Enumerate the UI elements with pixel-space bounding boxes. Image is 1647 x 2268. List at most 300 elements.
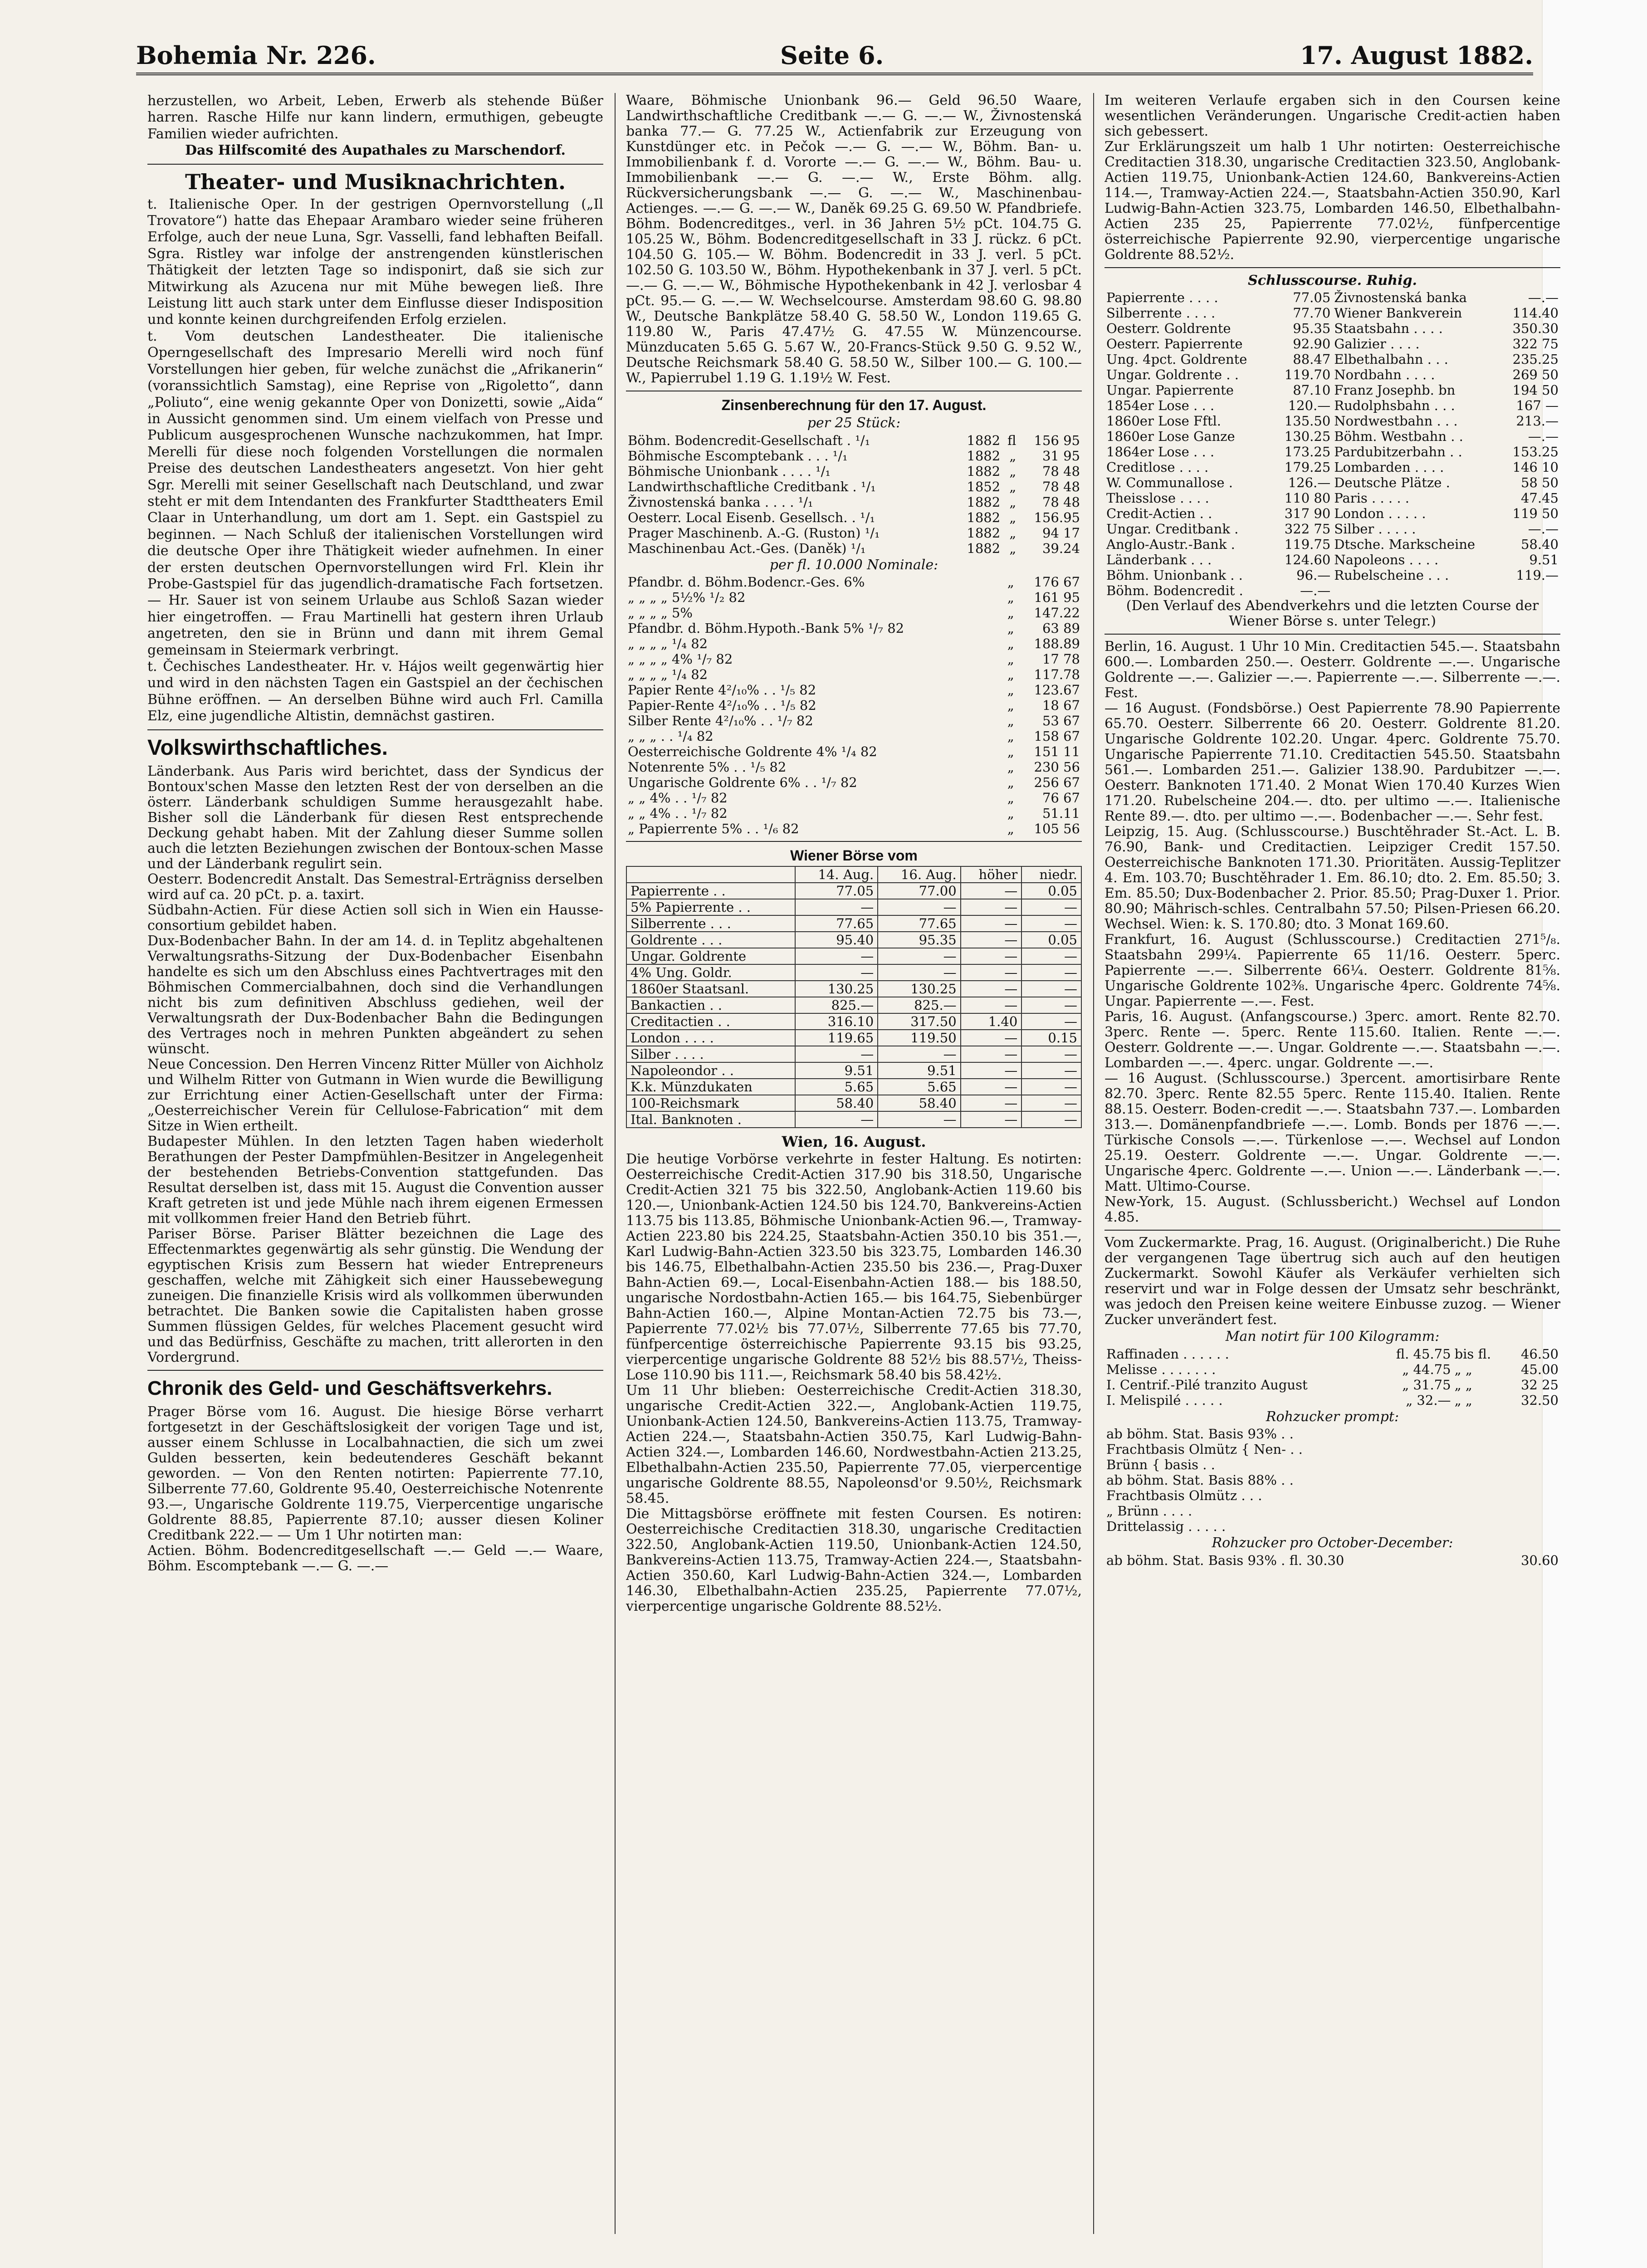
table-cell: 167 — xyxy=(1516,398,1559,414)
table-row xyxy=(1105,352,1560,367)
table-cell: Notenrente 5% . . ¹/₅ 82 xyxy=(628,759,787,775)
table-cell: „ „ xyxy=(1454,1361,1472,1377)
article-paragraph: Südbahn-Actien. Für diese Actien soll sich in Wien ein Hausse-consortium gebildet haben. xyxy=(147,902,603,934)
table-cell: Ung. 4pct. Goldrente xyxy=(1106,352,1247,367)
appeal-signature: Das Hilfscomité des Aupathales zu Marschendorf. xyxy=(185,142,566,159)
interest-table-1 xyxy=(626,433,1082,556)
table-cell: Drittelassig . . . . . xyxy=(1106,1519,1226,1535)
table-cell: „ „ „ „ 5½% ¹/₂ 82 xyxy=(628,590,746,606)
table-cell: Böhm. Bodencredit-Gesellschaft . ¹/₁ xyxy=(628,432,870,448)
table-cell xyxy=(997,682,1002,698)
table-row xyxy=(1105,1346,1560,1362)
table-row xyxy=(626,790,1082,806)
table-cell: —.— xyxy=(1528,521,1559,537)
table-cell xyxy=(997,713,1002,728)
table-cell: 1854er Lose . . . xyxy=(1106,398,1215,414)
table-cell: „ xyxy=(1009,448,1017,464)
table-cell: Pardubitzerbahn . . xyxy=(1334,444,1462,460)
table-cell xyxy=(1484,1553,1490,1568)
table-row xyxy=(1105,521,1560,537)
header-issue: Bohemia Nr. 226. xyxy=(136,41,376,70)
table-cell xyxy=(1502,583,1560,598)
table-cell xyxy=(1544,1519,1552,1534)
table-row xyxy=(1105,413,1560,429)
table-cell: „ xyxy=(1007,621,1014,636)
column-2 xyxy=(626,93,1082,2234)
table-header: 16. Aug. xyxy=(878,866,960,883)
header-page-number: Seite 6. xyxy=(780,41,884,70)
table-cell: „ Brünn . . . . xyxy=(1106,1503,1192,1519)
column-rule xyxy=(1093,93,1094,2234)
table-cell: 322 75 xyxy=(1512,336,1559,352)
table-cell: 1882 xyxy=(967,432,1001,448)
table-cell: 123.67 xyxy=(1034,682,1080,698)
table-row xyxy=(626,621,1082,636)
article-paragraph: Die heutige Vorbörse verkehrte in fester Haltung. Es notirten: Oesterreichische Credit-Actien 317.90 bis 318.50, Ungarische Credit-Actien 321 75 bis 322.50, Anglobank-Actien 119.60 bis 120.—, Unionbank-Actien 124.50 bis 124.70, Bankvereins-Actien 113.75 bis 113.85, Böhmische Unionbank-Actien 96.—, Tramway-Actien 223.80 bis 224.25, Staatsbahn-Actien 350.10 bis 351.—, Karl Ludwig-Bahn-Actien 323.50 bis 323.75, Lombarden 146.30 bis 146.75, Elbethalbahn-Actien 235.50 bis 236.—, Prag-Duxer Bahn-Actien 69.—, Local-Eisenbahn-Actien 188.— bis 188.50, ungarische Nordostbahn-Actien 165.— bis 164.75, Siebenbürger Bahn-Actien 160.—, Alpine Montan-Actien 72.75 bis 73.—, Papierrente 77.02½ bis 77.07½, Silberrente 77.65 bis 77.70, fünfpercentige österreichische Papierrente 93.15 bis 93.25, vierpercentige ungarische Goldrente 88 52½ bis 88.57½, Theiss-Lose 110.90 bis 111.—, Reichsmark 58.40 bis 58.42½. xyxy=(626,1151,1082,1383)
table-cell: 176 67 xyxy=(1034,574,1080,590)
article-paragraph: t. Vom deutschen Landestheater. Die italienische Operngesellschaft des Impresario Merelli wird noch fünf Vorstellungen hier geben, für welche zunächst die „Afrikanerin“ (voranssichtlich Samstag), eine Reprise von „Rigoletto“, dann „Poliuto“, eine wenig gekannte Oper von Donizetti, sowie „Aida“ in Aussicht genommen sind. Um einem vielfach von Presse und Publicum ausgesprochenen Wunsche nachzukommen, hat Impr. Merelli für diese noch folgenden Vorstellungen die normalen Preise des deutschen Landestheaters angesetzt. Von hier geht Sgr. Merelli mit seiner Gesellschaft nach Deutschland, und zwar steht er mit dem Intendanten des Frankfurter Stadttheaters Emil Claar in Unterhandlung, um dort am 1. Sept. ein Gastspiel zu beginnen. — Nach Schluß der italienischen Vorstellungen wird die deutsche Oper ihre Thätigkeit wieder aufnehmen. In einer der ersten deutschen Opernvorstellungen wird Frl. Klein ihr Probe-Gastspiel für das jugendlich-dramatische Fach fortsetzen. — Hr. Sauer ist von seinem Urlaube aus Schloß Sazan wieder hier eingetroffen. — Frau Martinelli hat gestern ihren Urlaub angetreten, den sie in Brünn und dann mit ihrem Gemal gemeinsam in Steiermark verbringt. xyxy=(147,328,603,658)
table-row xyxy=(1105,336,1560,352)
divider xyxy=(147,1370,603,1371)
table-row xyxy=(1105,537,1560,552)
table-cell: Goldrente . . . xyxy=(626,932,795,948)
table-row xyxy=(1105,1472,1560,1488)
table-cell: 53 67 xyxy=(1042,713,1080,729)
table-cell: — xyxy=(1021,981,1081,997)
table-cell: 188.89 xyxy=(1034,636,1080,652)
table-row xyxy=(626,1095,1081,1111)
interest-table-title: Zinsenberechnung für den 17. August. xyxy=(721,397,987,413)
table-cell: 135.50 xyxy=(1284,413,1331,429)
table-cell: „ „ 4% . . ¹/₇ 82 xyxy=(628,806,728,821)
table-cell: „ xyxy=(1007,590,1014,606)
table-row xyxy=(626,590,1082,605)
table-cell: 9.51 xyxy=(1529,552,1559,568)
table-cell: —.— xyxy=(1528,429,1559,445)
table-cell xyxy=(1537,1457,1544,1472)
table-row xyxy=(626,541,1082,556)
table-cell: I. Melispilé . . . . . xyxy=(1106,1392,1223,1408)
table-cell xyxy=(1553,1503,1560,1519)
table-row xyxy=(1105,1488,1560,1503)
table-cell: Credit-Actien . . xyxy=(1106,506,1212,522)
table-cell: Silber . . . . . xyxy=(1334,521,1416,537)
table-cell xyxy=(1544,1488,1552,1503)
table-cell xyxy=(1544,1457,1552,1472)
table-cell: 130.25 xyxy=(1284,429,1331,445)
table-cell: — xyxy=(878,964,960,981)
table-cell: 1882 xyxy=(967,448,1001,464)
table-cell: Prager Maschinenb. A.-G. (Ruston) ¹/₁ xyxy=(628,525,880,541)
article-paragraph: Leipzig, 15. Aug. (Schlusscourse.) Buschtěhrader St.-Act. L. B. 76.90, Bank- und Creditactien. Leipziger Credit 157.50. Oesterreichische Banknoten 171.30. Prioritäten. Aussig-Teplitzer 4. Em. 103.70; Buschtěhrader 1. Em. 86.10; dto. 2. Em. 85.50; 3. Em. 85.50; Dux-Bodenbacher 2. Prior. 85.50; Prag-Duxer 1. Prior. 80.90; Mährisch-schles. Centralbahn 57.50; Pilsen-Priesen 66.20. Wechsel. Wien: k. S. 170.80; dto. 3 Monat 169.60. xyxy=(1105,824,1560,933)
table-cell: — xyxy=(1021,964,1081,981)
table-cell: 51.11 xyxy=(1042,806,1080,821)
table-cell: Ungar. Creditbank . xyxy=(1106,521,1239,537)
table-row xyxy=(626,1030,1081,1046)
vienna-report-title: Wien, 16. August. xyxy=(782,1133,926,1150)
table-cell: — xyxy=(961,1095,1022,1111)
article-paragraph: Neue Concession. Den Herren Vincenz Ritter Müller von Aichholz und Wilhelm Ritter von Gutmann in Wien wurde die Bewilligung zur Errichtung einer Actien-Gesellschaft unter der Firma: „Oesterreichischer Verein für Cellulose-Fabrication“ mit dem Sitze in Wien ertheilt. xyxy=(147,1056,603,1134)
table-row xyxy=(1105,290,1560,305)
table-cell: „ xyxy=(1009,479,1017,494)
table-row xyxy=(626,759,1082,775)
table-cell xyxy=(997,621,1002,636)
table-row xyxy=(626,932,1081,948)
table-cell: 1882 xyxy=(967,540,1001,556)
table-cell: Böhm. Unionbank . . xyxy=(1106,567,1243,583)
table-cell: 161 95 xyxy=(1034,590,1080,606)
table-row xyxy=(626,525,1082,541)
table-cell: 156 95 xyxy=(1034,432,1080,448)
table-cell: Brünn { basis . . xyxy=(1106,1457,1215,1473)
table-cell: London . . . . xyxy=(626,1030,795,1046)
table-row xyxy=(626,775,1082,790)
table-cell: „ xyxy=(1007,821,1014,837)
table-cell: — xyxy=(1021,1079,1081,1095)
table-row xyxy=(626,1111,1081,1128)
table-cell xyxy=(1544,1472,1552,1488)
table-cell xyxy=(1544,1426,1552,1442)
table-cell: „ xyxy=(1009,540,1017,556)
table-row xyxy=(626,997,1081,1013)
table-row xyxy=(626,1062,1081,1079)
table-cell: 77.05 xyxy=(795,883,878,899)
table-cell: Paris . . . . . xyxy=(1334,490,1409,506)
table-cell: „ xyxy=(1007,713,1014,729)
table-cell: 32 25 xyxy=(1520,1377,1559,1393)
table-cell xyxy=(997,728,1002,744)
table-cell xyxy=(997,821,1002,836)
table-row xyxy=(626,821,1082,836)
table-cell: Oesterreichische Goldrente 4% ¹/₄ 82 xyxy=(628,744,877,760)
table-cell: fl. 45.75 xyxy=(1396,1346,1451,1362)
table-cell: „ „ „ „ 5% xyxy=(628,605,693,621)
table-row xyxy=(626,651,1082,667)
table-cell: K.k. Münzdukaten xyxy=(626,1079,795,1095)
table-row xyxy=(626,510,1082,525)
column-rule xyxy=(615,93,616,2234)
table-row xyxy=(626,1013,1081,1030)
table-cell: — xyxy=(961,1030,1022,1046)
article-paragraph: Oesterr. Bodencredit Anstalt. Das Semestral-Erträgniss derselben wird auf ca. 20 pCt. p. a. taxirt. xyxy=(147,871,603,903)
table-cell: —.— xyxy=(1528,290,1559,306)
table-cell: — xyxy=(961,1062,1022,1079)
table-cell xyxy=(997,759,1002,775)
table-cell: Böhmische Escomptebank . . . ¹/₁ xyxy=(628,448,848,464)
table-cell: Ital. Banknoten . xyxy=(626,1111,795,1128)
column-1 xyxy=(147,93,603,2234)
table-cell: — xyxy=(961,997,1022,1013)
article-paragraph: Prager Börse vom 16. August. Die hiesige Börse verharrt fortgesetzt in der Geschäftslosigkeit der vorigen Tage und ist, ausser einem Schlusse in Localbahnactien, die sich um zwei Gulden besserten, kein bedeutenderes Geschäft bekannt geworden. — Von den Renten notirten: Papierrente 77.10, Silberrente 77.60, Goldrente 95.40, Oesterreichische Notenrente 93.—, Ungarische Goldrente 119.75, Vierpercentige ungarische Goldrente 88.85, Papierrente 87.10; ausser diesen Koliner Creditbank 222.— — Um 1 Uhr notirten man: xyxy=(147,1403,603,1543)
table-cell: Napoleons . . . . xyxy=(1334,552,1439,568)
table-cell: „ xyxy=(1007,790,1014,806)
table-cell xyxy=(1537,1488,1544,1503)
table-cell: — xyxy=(961,1079,1022,1095)
table-cell: „ xyxy=(1007,682,1014,698)
table-cell: — xyxy=(878,899,960,915)
table-cell: „ xyxy=(1007,636,1014,652)
table-cell: Oesterr. Goldrente xyxy=(1106,321,1231,337)
table-cell: bis fl. xyxy=(1454,1346,1491,1362)
divider xyxy=(147,164,603,165)
table-cell: „ xyxy=(1007,744,1014,760)
table-cell: Franz Josephb. bn xyxy=(1334,382,1456,398)
table-cell: — xyxy=(1021,1111,1081,1128)
sugar-table xyxy=(1105,1426,1560,1534)
table-cell: — xyxy=(961,1111,1022,1128)
divider xyxy=(1105,1230,1560,1231)
table-cell: 158 67 xyxy=(1034,728,1080,744)
table-cell: 124.60 xyxy=(1284,552,1331,568)
appeal-text: herzustellen, wo Arbeit, Leben, Erwerb als stehende Büßer harren. Rasche Hilfe nur kann lindern, ermuthigen, gebeugte Familien wieder aufrichten. xyxy=(147,93,603,142)
table-cell: — xyxy=(878,948,960,964)
table-cell: 78 48 xyxy=(1042,494,1080,510)
table-cell: 153.25 xyxy=(1512,444,1559,460)
table-cell: 0.15 xyxy=(1021,1030,1081,1046)
section-title-theatre: Theater- und Musiknachrichten. xyxy=(185,169,566,194)
table-cell: 0.05 xyxy=(1021,932,1081,948)
table-cell xyxy=(997,636,1002,651)
table-cell: Böhm. Westbahn . . xyxy=(1334,429,1463,445)
article-paragraph: Frankfurt, 16. August (Schlusscourse.) Creditactien 271⁵/₈. Staatsbahn 299¼. Papierrente 65 11/16. Oesterr. 5perc. Papierrente —.—. Silberrente 66¼. Oesterr. Goldrente 81⅝. Ungarische Goldrente 102⅜. Ungarische 4perc. Goldrente 74⅝. Ungar. Papierrente —.—. Fest. xyxy=(1105,932,1560,1010)
table-cell: Landwirthschaftliche Creditbank . ¹/₁ xyxy=(628,479,876,494)
table-row xyxy=(1105,1442,1560,1457)
table-cell: „ xyxy=(1007,698,1014,714)
table-cell: I. Centrif.-Pilé tranzito August xyxy=(1106,1377,1308,1393)
table-cell: — xyxy=(1021,1095,1081,1111)
table-cell: Rudolphsbahn . . . xyxy=(1334,398,1455,414)
table-cell: Galizier . . . . xyxy=(1334,336,1420,352)
table-row xyxy=(1105,367,1560,382)
article-paragraph: Budapester Mühlen. In den letzten Tagen haben wiederholt Berathungen der Pester Dampfmühlen-Besitzer in Angelegenheit der bestehenden Betriebs-Convention stattgefunden. Das Resultat derselben ist, dass mit 15. August die Convention ausser Kraft getreten ist und jede Mühle nach ihrem eigenen Ermessen mit vollkommen freier Hand den Betrieb führt. xyxy=(147,1133,603,1227)
table-cell: Theisslose . . . . xyxy=(1106,490,1209,506)
interest-table-2 xyxy=(626,574,1082,836)
article-paragraph: Vom Zuckermarkte. Prag, 16. August. (Originalbericht.) Die Ruhe der vergangenen Tage übertrug sich auch auf den heutigen Zuckermarkt. Sowohl Käufer als Verkäufer verhielten sich reservirt und war in Folge dessen der Umsatz sehr beschränkt, was jedoch den Preisen keine weitere Einbusse zuzog. — Wiener Zucker unverändert fest. xyxy=(1105,1235,1560,1328)
table-row xyxy=(626,448,1082,464)
divider xyxy=(1105,634,1560,635)
table-row xyxy=(1105,1553,1560,1568)
sugar-table xyxy=(1105,1346,1560,1408)
table-cell: — xyxy=(961,932,1022,948)
table-cell: 119.75 xyxy=(1284,537,1331,552)
table-row xyxy=(1105,398,1560,413)
table-cell: 1.40 xyxy=(961,1013,1022,1030)
table-cell: Ungar. Papierrente xyxy=(1106,382,1234,398)
table-row xyxy=(626,494,1082,510)
table-cell: Bankactien . . xyxy=(626,997,795,1013)
table-cell: 96.— xyxy=(1296,567,1331,583)
table-cell: 110 80 xyxy=(1284,490,1331,506)
closing-rates-title: Schlusscourse. Ruhig. xyxy=(1248,273,1417,288)
article-paragraph: Die Mittagsbörse eröffnete mit festen Coursen. Es notiren: Oesterreichische Creditactien 318.30, ungarische Creditactien 322.50, Anglobank-Actien 119.50, Unionbank-Actien 124.50, Bankvereins-Actien 113.75, Tramway-Actien 224.—, Staatsbahn-Actien 350.60, Karl Ludwig-Bahn-Actien 324.—, Lombarden 146.30, Elbethalbahn-Actien 235.25, Papierrente 77.07½, vierpercentige ungarische Goldrente 88.52½. xyxy=(626,1506,1082,1615)
table-cell: Papierrente . . xyxy=(626,883,795,899)
table-cell: — xyxy=(878,1046,960,1062)
table-cell xyxy=(1332,583,1502,598)
table-row xyxy=(626,667,1082,682)
table-cell: — xyxy=(795,948,878,964)
table-cell: W. Communallose . xyxy=(1106,475,1233,491)
table-cell: „ „ xyxy=(1454,1392,1472,1408)
table-cell: „ xyxy=(1007,605,1014,621)
table-cell: — xyxy=(961,883,1022,899)
table-cell: Staatsbahn . . . . xyxy=(1334,321,1443,337)
table-row xyxy=(1105,583,1560,598)
table-cell: 213.— xyxy=(1516,413,1559,429)
table-cell: 77.65 xyxy=(878,915,960,932)
table-cell: 77.70 xyxy=(1293,305,1331,321)
closing-rates-table xyxy=(1105,290,1560,598)
table-cell: 0.05 xyxy=(1021,883,1081,899)
table-row xyxy=(626,806,1082,821)
table-cell: „ xyxy=(1007,574,1014,590)
table-cell: ab böhm. Stat. Basis 93% . fl. 30.30 xyxy=(1106,1552,1344,1568)
table-cell: — xyxy=(795,964,878,981)
table-cell: 45.00 xyxy=(1520,1361,1559,1377)
table-cell: Nordbahn . . . . xyxy=(1334,367,1435,383)
article-paragraph: — 16 August. (Fondsbörse.) Oest Papierrente 78.90 Papierrente 65.70. Oesterr. Silberrente 66 20. Oesterr. Goldrente 81.20. Ungarische Goldrente 102.20. Ungar. 4perc. Goldrente 75.70. Ungarische Papierrente 71.10. Creditactien 545.50. Staatsbahn 561.—. Lombarden 251.—. Galizier 138.90. Pardubitzer —.—. Oesterr. Banknoten 171.40. 2 Monat Wien 170.40 Kurzes Wien 171.20. Rubelscheine 204.—. dto. per ultimo —.—. Italienische Rente 89.—. dto. per ultimo —.—. Bodenbacher —.—. Sehr fest. xyxy=(1105,700,1560,825)
table-cell: „ xyxy=(1009,509,1017,525)
table-row xyxy=(1105,459,1560,475)
article-paragraph: Länderbank. Aus Paris wird berichtet, dass der Syndicus der Bontoux'schen Masse den letzten Rest der von derselben an die österr. Länderbank schuldigen Summe herausgezahlt habe. Bisher soll die Länderbank für diesen Rest entsprechende Deckung gehabt haben. Mit der Zahlung dieser Summe sollen auch die letzten Beziehungen zwischen der Bontoux-schen Masse und der Länderbank regulirt sein. xyxy=(147,763,603,872)
table-cell: Silberrente . . . . xyxy=(1106,305,1216,321)
table-cell: Oesterr. Local Eisenb. Gesellsch. . ¹/₁ xyxy=(628,509,875,525)
table-cell: Deutsche Plätze . xyxy=(1334,475,1450,491)
table-cell: 825.— xyxy=(795,997,878,1013)
table-cell: 230 56 xyxy=(1034,759,1080,775)
table-cell: Elbethalbahn . . . xyxy=(1334,352,1448,367)
table-row xyxy=(1105,1519,1560,1534)
table-cell: 5.65 xyxy=(795,1079,878,1095)
table-cell: — xyxy=(1021,948,1081,964)
table-row xyxy=(626,682,1082,698)
table-cell: — xyxy=(961,1046,1022,1062)
table-row xyxy=(626,433,1082,448)
table-cell: Pfandbr. d. Böhm.Hypoth.-Bank 5% ¹/₇ 82 xyxy=(628,621,904,636)
table-cell: 119.— xyxy=(1516,567,1559,583)
table-cell: — xyxy=(878,1111,960,1128)
table-cell: Ungarische Goldrente 6% . . ¹/₇ 82 xyxy=(628,775,857,791)
table-cell: 58.40 xyxy=(795,1095,878,1111)
table-cell: „ „ „ . . ¹/₄ 82 xyxy=(628,728,714,744)
table-row xyxy=(626,915,1081,932)
table-cell: Ungar. Goldrente . . xyxy=(1106,367,1239,383)
sugar-table-subtitle: Rohzucker prompt: xyxy=(1266,1408,1399,1425)
table-cell: „ „ „ „ ¹/₄ 82 xyxy=(628,636,708,652)
table-cell: 31 95 xyxy=(1042,448,1080,464)
header-date: 17. August 1882. xyxy=(1300,41,1533,70)
table-row xyxy=(626,605,1082,621)
table-row xyxy=(1105,305,1560,321)
table-cell: 173.25 xyxy=(1284,444,1331,460)
table-header xyxy=(626,866,795,883)
table-cell: 119 50 xyxy=(1512,506,1559,522)
table-row xyxy=(1105,1457,1560,1472)
section-title-economy: Volkswirthschaftliches. xyxy=(147,735,388,760)
table-cell xyxy=(997,775,1002,790)
table-cell xyxy=(997,806,1002,821)
page-header xyxy=(136,36,1533,75)
table-cell: 126.— xyxy=(1288,475,1331,491)
table-cell: 130.25 xyxy=(878,981,960,997)
vienna-exchange-table xyxy=(626,866,1082,1128)
table-row xyxy=(1105,1377,1560,1393)
table-cell: — xyxy=(1021,915,1081,932)
table-cell: fl xyxy=(1007,432,1017,448)
table-cell: 87.10 xyxy=(1293,382,1331,398)
table-row xyxy=(1105,1503,1560,1519)
table-cell: 825.— xyxy=(878,997,960,1013)
table-cell: 32.50 xyxy=(1520,1392,1559,1408)
table-cell xyxy=(1544,1503,1552,1519)
table-cell: Oesterr. Papierrente xyxy=(1106,336,1243,352)
table-cell xyxy=(1553,1442,1560,1457)
table-cell: 119.65 xyxy=(795,1030,878,1046)
table-cell xyxy=(997,651,1002,667)
table-cell xyxy=(1544,1442,1552,1457)
table-cell: Frachtbasis Olmütz { Nen- . . xyxy=(1106,1442,1303,1457)
table-cell: 147.22 xyxy=(1034,605,1080,621)
table-row xyxy=(1105,1393,1560,1408)
article-paragraph: Um 11 Uhr blieben: Oesterreichische Credit-Actien 318.30, ungarische Credit-Actien 322.—, Anglobank-Actien 119.75, Unionbank-Actien 124.50, Bankvereins-Actien 113.75, Tramway-Actien 224.—, Staatsbahn-Actien 350.75, Karl Ludwig-Bahn-Actien 324.—, Lombarden 146.60, Nordwestbahn-Actien 213.25, Elbethalbahn-Actien 235.50, Papierrente 77.05, vierpercentige ungarische Goldrente 88.55, Napoleonsd'or 9.50½, Reichsmark 58.45. xyxy=(626,1383,1082,1507)
table-cell: „ „ „ „ ¹/₄ 82 xyxy=(628,667,708,683)
table-cell: 92.90 xyxy=(1293,336,1331,352)
table-cell: — xyxy=(961,964,1022,981)
table-cell: 58 50 xyxy=(1520,475,1559,491)
table-cell: „ xyxy=(1007,759,1014,775)
section-title-chronicle: Chronik des Geld- und Geschäftsverkehrs. xyxy=(147,1377,552,1399)
table-row xyxy=(626,728,1082,744)
table-cell: 256 67 xyxy=(1034,775,1080,791)
table-cell: — xyxy=(1021,1013,1081,1030)
table-cell xyxy=(997,744,1002,759)
article-paragraph: — 16 August. (Schlusscourse.) 3percent. amortisirbare Rente 82.70. 3perc. Rente 82.55 5perc. Rente 115.40. Italien. Rente 88.15. Oesterr. Boden-credit —.—. Staatsbahn 737.—. Lombarden 313.—. Domänenpfandbriefe —.—. Lomb. Bonds per 1876 —.—. Türkische Consols —.—. Türkenlose —.—. Wechsel auf London 25.19. Oesterr. Goldrente —.—. Ungar. Goldrente —.—. Ungarische 4perc. Goldrente —.—. Union —.—. Länderbank —.—. Matt. Ultimo-Course. xyxy=(1105,1070,1560,1195)
table-row xyxy=(1105,567,1560,583)
interest-table-subtitle: per 25 Stück: xyxy=(807,415,901,431)
table-cell: — xyxy=(961,915,1022,932)
table-cell: 63 89 xyxy=(1042,621,1080,636)
table-cell: 94 17 xyxy=(1042,525,1080,541)
table-cell: — xyxy=(795,1046,878,1062)
table-cell: Creditactien . . xyxy=(626,1013,795,1030)
table-cell: 317 90 xyxy=(1284,506,1331,522)
table-cell: 130.25 xyxy=(795,981,878,997)
table-cell xyxy=(1537,1426,1544,1442)
table-cell: 9.51 xyxy=(795,1062,878,1079)
table-cell: Ungar. Goldrente xyxy=(626,948,795,964)
table-cell: „ xyxy=(1007,667,1014,683)
table-cell: 151 11 xyxy=(1034,744,1080,760)
table-cell: Maschinenbau Act.-Ges. (Daněk) ¹/₁ xyxy=(628,540,866,556)
table-cell: Papierrente . . . . xyxy=(1106,290,1218,306)
article-paragraph: Waare, Böhmische Unionbank 96.— Geld 96.50 Waare, Landwirthschaftliche Creditbank —.— G. —.— W., Živnostenská banka 77.— G. 77.25 W., Actienfabrik zur Erzeugung von Kunstdünger etc. in Pečok —.— G. —.— W., Böhm. Ban- u. Immobilienbank f. d. Vororte —.— G. —.— W., Böhm. Bau- u. Immobilienbank —.— G. —.— W., Erste Böhm. allg. Rückversicherungsbank —.— G. —.— W., Maschinenbau-Actienges. —.— G. —.— W., Daněk 69.25 G. 69.50 W. Pfandbriefe. Böhm. Bodencreditges., verl. in 36 Jahren 5½ pCt. 104.75 G. 105.25 W., Böhm. Bodencreditgesellschaft in 33 J. rückz. 6 pCt. 104.50 G. 105.— W. Böhm. Bodencredit in 33 J. verl. 5 pCt. 102.50 G. 103.50 W., Böhm. Hypothekenbank in 37 J. verl. 5 pCt. —.— G. —.— W., Böhmische Hypothekenbank in 42 J. verlosbar 4 pCt. 95.— G. —.— W. Wechselcourse. Amsterdam 98.60 G. 98.80 W., Deutsche Bankplätze 58.40 G. 58.50 W., London 119.65 G. 119.80 W., Paris 47.47½ G. 47.55 W. Münzencourse. Münzducaten 5.65 G. 5.67 W., 20-Francs-Stück 9.50 G. 9.52 W., Deutsche Reichsmark 58.40 G. 58.50 W., Silber 100.— G. 100.— W., Papierrubel 1.19 G. 1.19½ W. Fest. xyxy=(626,93,1082,386)
table-cell: Silber Rente 4²/₁₀% . . ¹/₇ 82 xyxy=(628,713,813,729)
table-cell: — xyxy=(1021,997,1081,1013)
table-cell: 1860er Lose Fftl. xyxy=(1106,413,1222,429)
table-cell: Raffinaden . . . . . . xyxy=(1106,1346,1229,1362)
table-cell: ab böhm. Stat. Basis 93% . . xyxy=(1106,1426,1294,1442)
table-row xyxy=(626,1079,1081,1095)
divider xyxy=(626,841,1082,842)
table-cell: Papier-Rente 4²/₁₀% . . ¹/₅ 82 xyxy=(628,698,816,714)
table-cell: 4% Ung. Goldr. xyxy=(626,964,795,981)
table-cell: Melisse . . . . . . . xyxy=(1106,1361,1216,1377)
table-cell: Živnostenská banka . . . . ¹/₁ xyxy=(628,494,813,510)
table-cell: „ „ „ „ 4% ¹/₇ 82 xyxy=(628,651,733,667)
table-cell: — xyxy=(961,948,1022,964)
table-row xyxy=(626,636,1082,651)
table-cell: 78 48 xyxy=(1042,479,1080,494)
table-cell: „ Papierrente 5% . . ¹/₆ 82 xyxy=(628,821,799,837)
